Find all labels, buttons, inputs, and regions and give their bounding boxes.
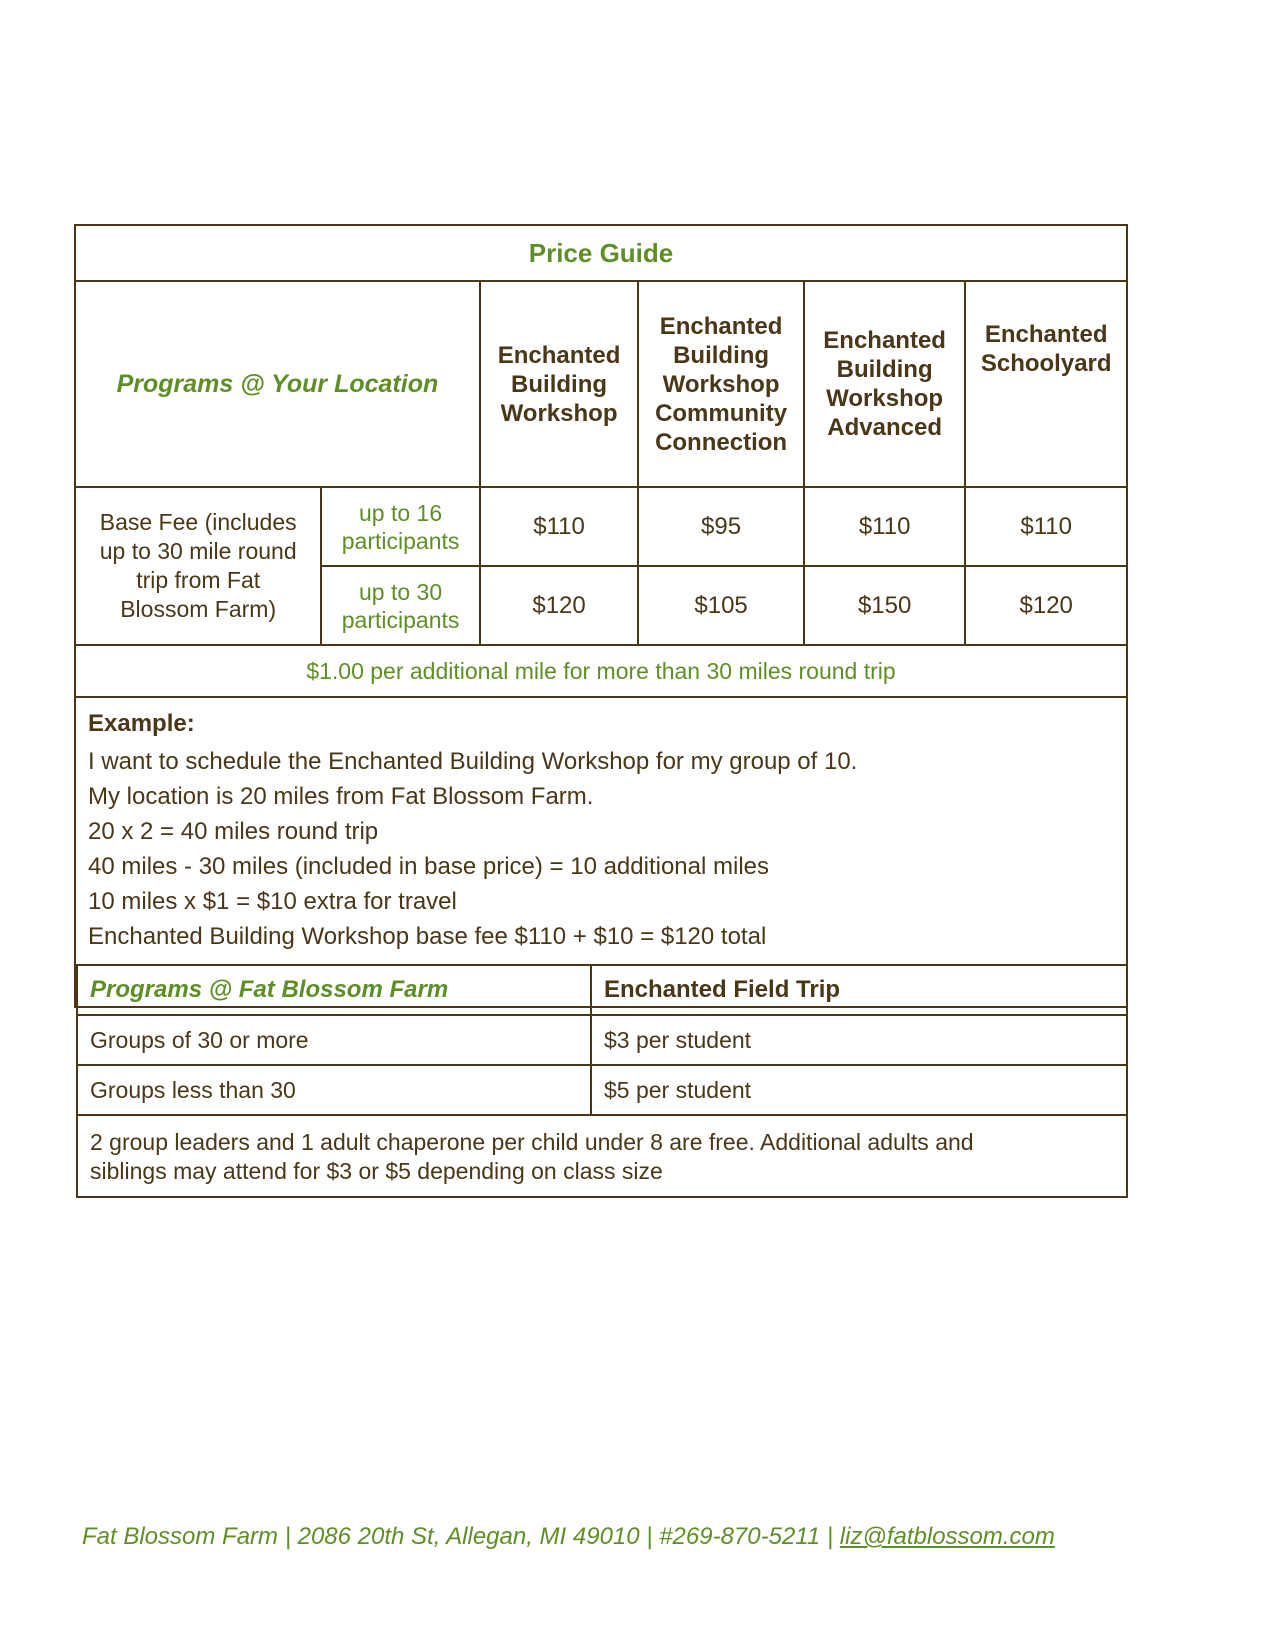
example-line: 10 miles x $1 = $10 extra for travel (88, 888, 457, 915)
column-header-community-connection: Enchanted Building Workshop Community Connection (638, 281, 804, 487)
mileage-note: $1.00 per additional mile for more than 30 miles round trip (75, 645, 1127, 697)
footer-text: Fat Blossom Farm | 2086 20th St, Allegan, MI 49010 | #269-870-5211 | (82, 1523, 840, 1550)
example-line: 40 miles - 30 miles (included in base price) = 10 additional miles (88, 853, 769, 880)
example-line: Enchanted Building Workshop base fee $110 + $10 = $120 total (88, 923, 767, 950)
column-header-enchanted-schoolyard: Enchanted Schoolyard (965, 281, 1127, 487)
column-header-enchanted-building-workshop: Enchanted Building Workshop (480, 281, 638, 487)
example-title: Example: (88, 710, 195, 737)
example-section (75, 697, 1127, 1007)
chaperone-note: 2 group leaders and 1 adult chaperone per child under 8 are free. Additional adults and siblings may attend for $3 or $5 depending on class size (77, 1115, 1127, 1197)
price-cell: $105 (638, 566, 804, 645)
price-cell: $120 (965, 566, 1127, 645)
group-size-cell: Groups less than 30 (77, 1065, 591, 1115)
price-guide-table (74, 224, 1128, 1008)
per-student-price-cell: $5 per student (591, 1065, 1127, 1115)
price-cell: $120 (480, 566, 638, 645)
price-cell: $150 (804, 566, 966, 645)
programs-farm-label: Programs @ Fat Blossom Farm (77, 965, 591, 1015)
group-size-cell: Groups of 30 or more (77, 1015, 591, 1065)
field-trip-label: Enchanted Field Trip (591, 965, 1127, 1015)
footer-contact (82, 1523, 1232, 1551)
table-row (77, 1065, 1127, 1115)
example-line: I want to schedule the Enchanted Building Workshop for my group of 10. (88, 748, 858, 775)
table-row (77, 1015, 1127, 1065)
example-line: 20 x 2 = 40 miles round trip (88, 818, 379, 845)
price-cell: $110 (965, 487, 1127, 566)
column-header-workshop-advanced: Enchanted Building Workshop Advanced (804, 281, 966, 487)
programs-your-location-label: Programs @ Your Location (75, 281, 480, 487)
email-link[interactable]: liz@fatblossom.com (839, 1523, 1055, 1550)
price-cell: $110 (480, 487, 638, 566)
per-student-price-cell: $3 per student (591, 1015, 1127, 1065)
participants-30-label: up to 30 participants (321, 566, 479, 645)
farm-programs-table (76, 964, 1128, 1198)
price-cell: $95 (638, 487, 804, 566)
example-line: My location is 20 miles from Fat Blossom Farm. (88, 783, 594, 810)
base-fee-label: Base Fee (includes up to 30 mile round trip from Fat Blossom Farm) (75, 487, 321, 645)
participants-16-label: up to 16 participants (321, 487, 479, 566)
price-guide-title: Price Guide (75, 225, 1127, 281)
price-cell: $110 (804, 487, 966, 566)
